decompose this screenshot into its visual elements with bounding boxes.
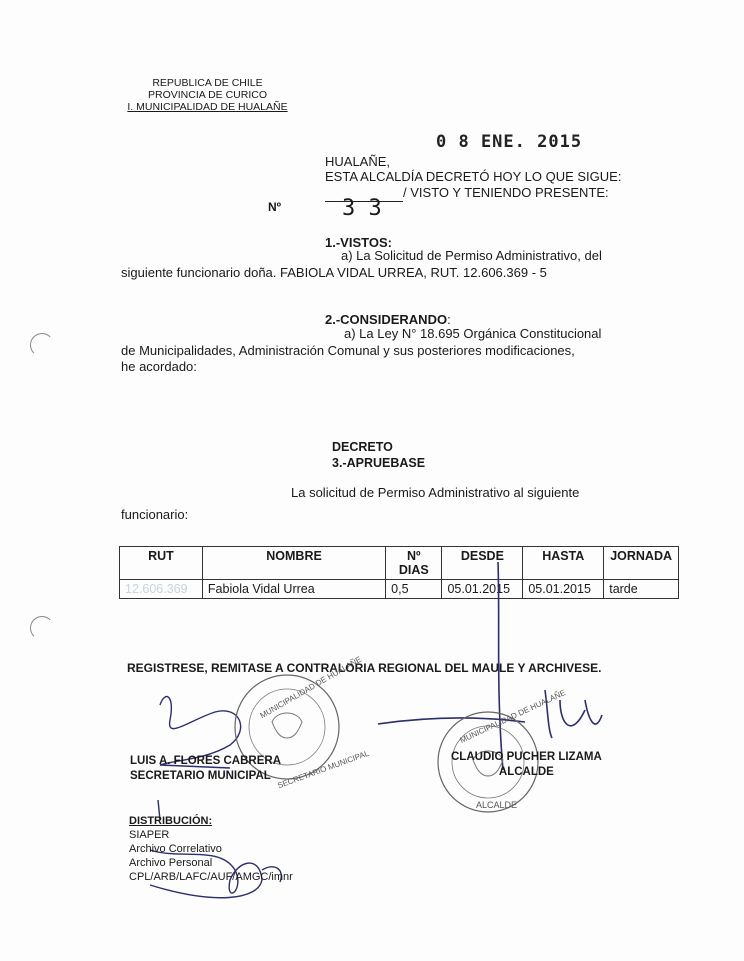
distribution-block [129,814,293,884]
considerando-heading: 2.-CONSIDERANDO: [325,312,451,327]
letterhead-country: REPUBLICA DE CHILE [152,77,263,89]
vistos-title: 1.-VISTOS: [325,235,392,250]
letterhead-province: PROVINCIA DE CURICO [147,89,268,101]
col-dias: Nº DIAS [386,547,442,580]
visto-text: VISTO Y TENIENDO PRESENTE: [410,185,609,200]
distribution-item-3: Archivo Personal [129,857,213,869]
decreto-line2: funcionario: [121,507,189,522]
signature-left [130,754,281,784]
seal-right-top-text: MUNICIPALIDAD DE HUALAÑE [458,688,567,745]
punch-hole-mark [30,616,54,640]
decreto-line1: La solicitud de Permiso Administrativo al siguiente [291,485,580,500]
punch-hole-mark [30,333,54,357]
col-hasta: HASTA [523,547,604,580]
seal-right-bottom-text: ALCALDE [476,800,518,810]
left-signer-name: LUIS A. FLORES CABRERA [130,755,281,767]
col-jornada: JORNADA [604,547,679,580]
vistos-line2: siguiente funcionario doña. FABIOLA VIDAL URREA, RUT. 12.606.369 - 5 [121,265,547,280]
decree-number-value: 3 3 [342,196,382,221]
seal-left-bottom-text: SECRETARIO MUNICIPAL [276,748,371,791]
col-rut: RUT [120,547,203,580]
right-signer-name: CLAUDIO PUCHER LIZAMA [451,751,602,763]
signature-right [451,750,602,780]
cell-dias: 0,5 [386,580,442,599]
cell-jornada: tarde [604,580,679,599]
place-text: HUALAÑE, [325,154,391,169]
vistos-line1: a) La Solicitud de Permiso Administrativo, del [341,248,602,263]
decreto-subtitle: 3.-APRUEBASE [332,456,426,470]
signature-stroke [498,562,503,770]
distribution-item-2: Archivo Correlativo [129,843,222,855]
considerando-line1: a) La Ley N° 18.695 Orgánica Constitucional [344,326,602,341]
decree-number-label: Nº [268,200,282,214]
cell-rut: 12.606.369 [120,580,203,599]
seal-left-top-text: MUNICIPALIDAD DE HUALAÑE [258,654,363,721]
closing-text: REGISTRESE, REMITASE A CONTRALORIA REGIONAL DEL MAULE Y ARCHIVESE. [127,661,602,675]
considerando-line2: de Municipalidades, Administración Comunal y sus posteriores modificaciones, [121,343,575,358]
right-signer-title: ALCALDE [498,766,554,778]
distribution-item-4: CPL/ARB/LAFC/AUF/AMGC/imnr [129,871,293,883]
distribution-title: DISTRIBUCIÓN: [129,815,213,827]
cell-desde: 05.01.2015 [442,580,523,599]
cell-hasta: 05.01.2015 [523,580,604,599]
visto-line: / VISTO Y TENIENDO PRESENTE: [325,184,609,202]
letterhead-municipality: I. MUNICIPALIDAD DE HUALAÑE [127,101,288,113]
considerando-line3: he acordado: [121,359,197,374]
decreto-title: DECRETO [332,440,393,454]
considerando-title: 2.-CONSIDERANDO [325,312,448,327]
intro-text: ESTA ALCALDÍA DECRETÓ HOY LO QUE SIGUE: [325,169,622,184]
cell-nombre: Fabiola Vidal Urrea [202,580,385,599]
date-stamp: 0 8 ENE. 2015 [436,132,583,152]
left-signer-title: SECRETARIO MUNICIPAL [130,770,271,782]
distribution-item-1: SIAPER [129,829,170,841]
col-desde: DESDE [442,547,523,580]
col-nombre: NOMBRE [202,547,385,580]
